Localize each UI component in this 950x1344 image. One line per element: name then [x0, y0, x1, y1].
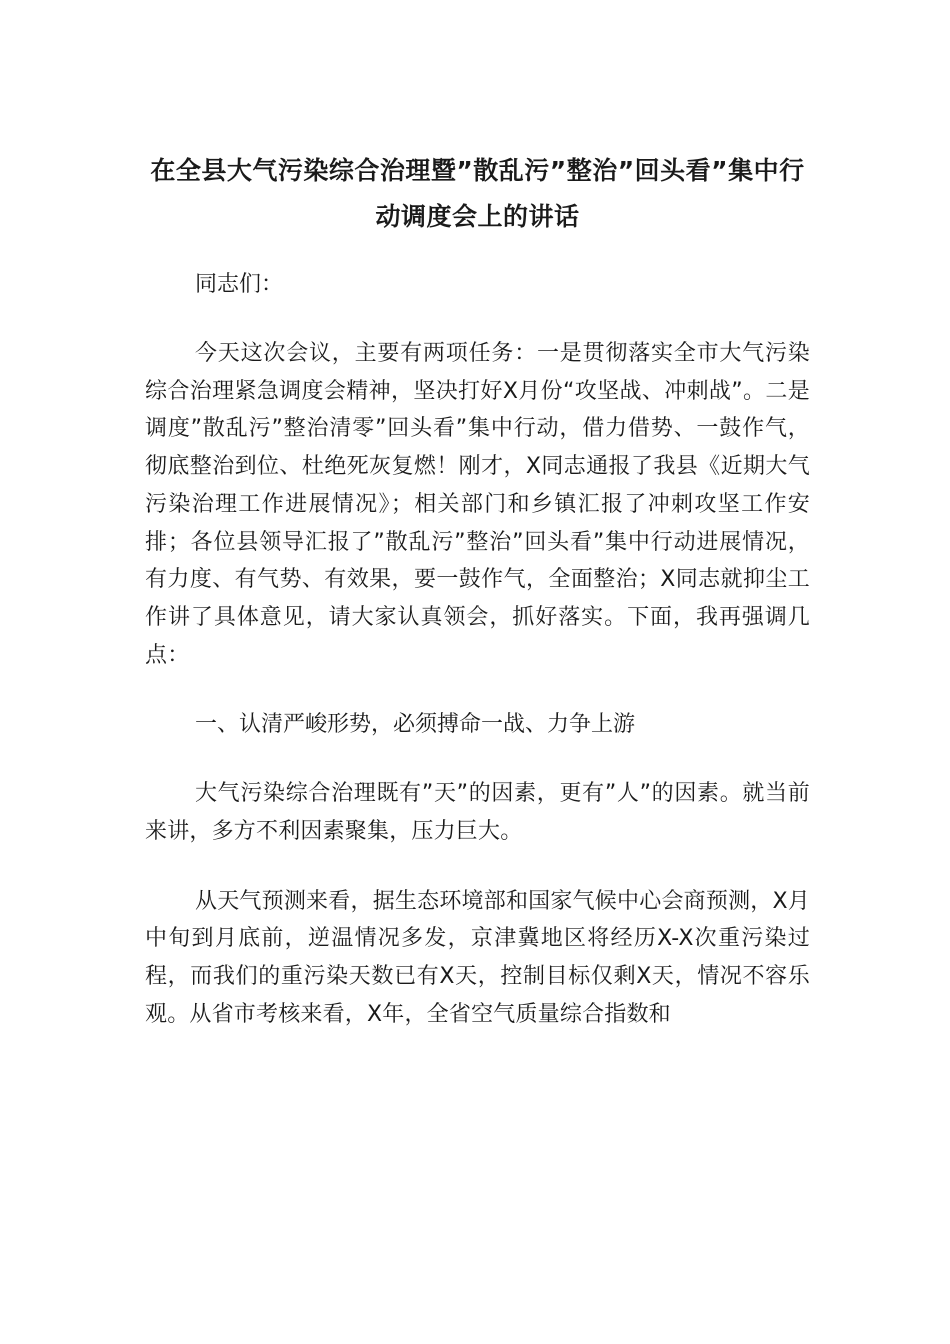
document-page [145, 148, 810, 1034]
section-paragraph-2: 从天气预测来看，据生态环境部和国家气候中心会商预测，X月中旬到月底前，逆温情况多发，京津冀地区将经历X-X次重污染过程，而我们的重污染天数已有X天，控制目标仅剩X天，情况不容乐观。从省市考核来看，X年，全省空气质量综合指数和 [145, 888, 810, 1027]
greeting: 同志们： [195, 272, 284, 297]
intro-paragraph: 今天这次会议，主要有两项任务：一是贯彻落实全市大气污染综合治理紧急调度会精神，坚决打好X月份“攻坚战、冲刺战”。二是调度”散乱污”整治清零”回头看”集中行动，借力借势、一鼓作气，彻底整治到位、杜绝死灰复燃！刚才，X同志通报了我县《近期大气污染治理工作进展情况》；相关部门和乡镇汇报了冲刺攻坚工作安排；各位县领导汇报了”散乱污”整治”回头看”集中行动进展情况，有力度、有气势、有效果，要一鼓作气，全面整治；X同志就抑尘工作讲了具体意见，请大家认真领会，抓好落实。下面，我再强调几点： [145, 341, 810, 668]
document-title: 在全县大气污染综合治理暨”散乱污”整治”回头看”集中行动调度会上的讲话 [150, 156, 805, 231]
section-paragraph-1: 大气污染综合治理既有”天”的因素，更有”人”的因素。就当前来讲，多方不利因素聚集，压力巨大。 [145, 781, 810, 845]
section-heading: 一、认清严峻形势，必须搏命一战、力争上游 [195, 712, 636, 738]
